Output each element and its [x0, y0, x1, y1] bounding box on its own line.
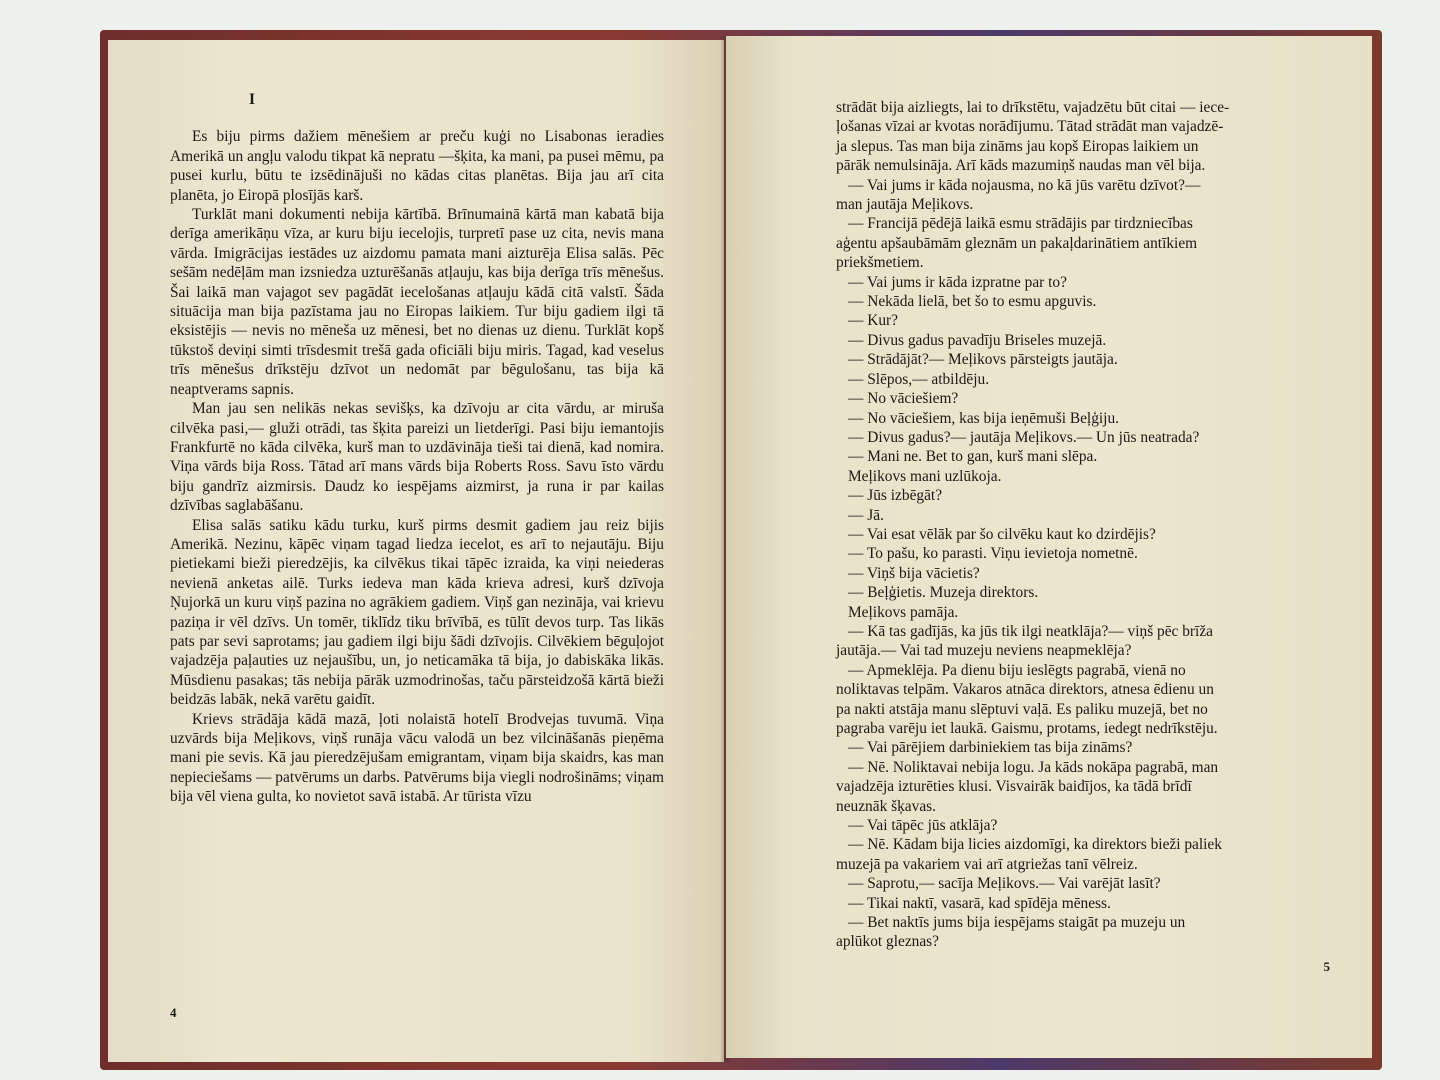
text-line: — Nē. Kādam bija licies aizdomīgi, ka direktors bieži paliek [848, 836, 1222, 854]
text-line: — Kā tas gadījās, ka jūs tik ilgi neatklāja?— viņš pēc brīža [848, 622, 1213, 640]
text-line: ja slepus. Tas man bija zināms jau kopš Eiropas laikiem un [836, 137, 1199, 155]
paragraph: Turklāt mani dokumenti nebija kārtībā. Brīnumainā kārtā man kabatā bija derīga amerikāņu vīza, ar kuru biju iecelojis, turpretī pase uz cita, nevis mana vārda. Imigrācijas iestādes uz aizdomu pamata mani aizturēja Elisa salās. Pēc sešām nedēļām man izsniedza uzturēšanās atļauju, kas bija derīga trīs mēnešus. Šai laikā man vajagot sev pagādāt iecelošanas atļauju kādā citā valstī. Šāda situācija man bija pazīstama jau no Eiropas laikiem. Tur biju gadiem ilgi tā eksistējis — nevis no mēneša uz mēnesi, bet no dienas uz dienu. Turklāt kopš tūkstoš deviņi simti trīsdesmit trešā gada oficiāli biju miris. Tagad, kad veselus trīs mēnešus drīkstēju dzīvot un nedomāt par bēgulošanu, tas bija kā neaptverams sapnis. [170, 206, 664, 398]
left-page-text [170, 127, 664, 806]
text-line: pagraba varēju iet laukā. Gaismu, protams, iedegt nedrīkstēju. [836, 720, 1218, 737]
text-line: — Divus gadus pavadīju Briseles muzejā. [848, 331, 1107, 349]
text-line: neuznāk šķavas. [836, 797, 937, 815]
text-line: man jautāja Meļikovs. [836, 196, 974, 214]
paragraph: Es biju pirms dažiem mēnešiem ar preču kuģi no Lisabonas ieradies Amerikā un angļu valodu tikpat kā nepratu —šķita, ka mani, pa pusei mēmu, pa pusei kurlu, būtu te izsēdinājuši no kādas citas planētas. Bija jau arī cita planēta, jo Eiropā plosījās karš. [170, 128, 664, 204]
text-line: — Vai pārējiem darbiniekiem tas bija zināms? [848, 739, 1133, 757]
left-page [108, 40, 724, 1062]
right-page-text [836, 98, 1296, 952]
text-line: aģentu apšaubāmām gleznām un pakaļdarinātiem antīkiem [836, 234, 1198, 252]
text-line: — Divus gadus?— jautāja Meļikovs.— Un jūs neatrada? [848, 428, 1200, 446]
text-line: — Mani ne. Bet to gan, kurš mani slēpa. [848, 448, 1098, 466]
paragraph: Krievs strādāja kādā mazā, ļoti nolaistā hotelī Brodvejas tuvumā. Viņa uzvārds bija Meļikovs, viņš runāja vācu valodā un bez vilcināšanās pieņēma mani pie sevis. Kā jau pieredzējušam emigrantam, viņam bija skaidrs, kas man nepieciešams — patvērums un darbs. Patvērums bija viegli nodrošināms; viņam bija vēl viena gulta, ko novietot savā istabā. Ar tūrista vīzu [170, 710, 664, 806]
text-line: — Nekāda lielā, bet šo to esmu apguvis. [848, 293, 1097, 311]
text-line: — Kur? [848, 312, 899, 330]
text-line: aplūkot gleznas? [836, 933, 939, 951]
text-line: — Strādājāt?— Meļikovs pārsteigts jautāja. [848, 351, 1118, 369]
text-line: — Jūs izbēgāt? [848, 487, 943, 505]
paragraph: Man jau sen nelikās nekas sevišķs, ka dzīvoju ar cita vārdu, ar miruša cilvēka pasi,— gluži otrādi, tas šķita pareizi un lietderīgi. Pasi biju iemantojis Frankfurtē no kāda cilvēka, kurš man to uzdāvināja tieši tai dienā, kad nomira. Viņa vārds bija Ross. Tātad arī mans vārds bija Roberts Ross. Savu īsto vārdu biju gandrīz aizmirsis. Daudz ko iespējams aizmirst, ja runa ir par kailas dzīvības saglabāšanu. [170, 400, 664, 515]
text-line: — Vai tāpēc jūs atklāja? [848, 817, 998, 835]
text-line: — Slēpos,— atbildēju. [848, 370, 990, 388]
text-line: — Jā. [848, 506, 884, 524]
page-number-left: 4 [170, 1004, 177, 1020]
text-line: — Viņš bija vācietis? [848, 564, 980, 582]
text-line: — Nē. Noliktavai nebija logu. Ja kāds nokāpa pagrabā, man [848, 758, 1219, 776]
chapter-heading: I [249, 91, 255, 108]
text-line: — No vāciešiem? [848, 390, 959, 408]
page-number-right: 5 [1323, 958, 1330, 974]
text-line: jautāja.— Vai tad muzeju neviens neapmeklēja? [836, 642, 1132, 660]
text-line: pārāk nemulsināja. Arī kāds mazumiņš naudas man vēl bija. [836, 157, 1206, 175]
text-line: — Tikai naktī, vasarā, kad spīdēja mēness. [848, 894, 1111, 912]
text-line: priekšmetiem. [836, 254, 924, 272]
text-line: — No vāciešiem, kas bija ieņēmuši Beļģiju. [848, 409, 1119, 427]
text-line: pa nakti atstāja manu slēptuvi vaļā. Es paliku muzejā, bet no [836, 700, 1208, 718]
text-line: — Vai jums ir kāda nojausma, no kā jūs varētu dzīvot?— [848, 176, 1201, 194]
text-line: Meļikovs pamāja. [848, 603, 959, 621]
text-line: muzejā pa vakariem vai arī atgriežas tanī vēlreiz. [836, 855, 1138, 873]
text-line: — Beļģietis. Muzeja direktors. [848, 584, 1039, 602]
text-line: — Francijā pēdējā laikā esmu strādājis par tirdzniecības [848, 215, 1193, 233]
text-line: noliktavas telpām. Vakaros atnāca direktors, atnesa ēdienu un [836, 681, 1214, 699]
text-line: — Bet naktīs jums bija iespējams staigāt pa muzeju un [848, 914, 1186, 932]
paragraph: Elisa salās satiku kādu turku, kurš pirms desmit gadiem jau reiz bijis Amerikā. Nezinu, kāpēc viņam tagad liedza iecelot, es arī to nejautāju. Biju pietiekami bieži pieredzējis, ka cilvēkus tikai tāpēc izraida, ka viņi neiederas nevienā anketas ailē. Turks iedeva man kāda krieva adresi, kurš dzīvoja Ņujorkā un kuru viņš pazina no agrākiem gadiem. Viņš gan nezināja, vai krievu paziņa ir vēl dzīvs. Un tomēr, tiklīdz tiku brīvībā, es tūlīt devos turp. Tas likās pats par sevi saprotams; jau gadiem ilgi biju šādi dzīvojis. Cilvēkiem bēguļojot vajadzēja paļauties uz nejaušību, un, jo neticamāka tā bija, jo dabiskāka likās. Mūsdienu pasakas; tās nebija pārāk uzmodrinošas, taču pārsteidzošā kārtā bieži beidzās labāk, nekā varētu gaidīt. [170, 516, 664, 709]
text-line: Meļikovs mani uzlūkoja. [848, 467, 1002, 485]
text-line: strādāt bija aizliegts, lai to drīkstētu, vajadzētu būt citai — iece- [836, 99, 1230, 116]
text-line: vajadzēja izturēties klusi. Visvairāk baidījos, ka tādā brīdī [836, 778, 1192, 796]
text-line: — Vai esat vēlāk par šo cilvēku kaut ko dzirdējis? [848, 525, 1156, 543]
text-line: — To pašu, ko parasti. Viņu ievietoja nometnē. [848, 545, 1138, 563]
right-page [726, 36, 1372, 1058]
text-line: — Saprotu,— sacīja Meļikovs.— Vai varējāt lasīt? [848, 875, 1161, 893]
text-line: — Vai jums ir kāda izpratne par to? [848, 273, 1067, 291]
text-line: ļošanas vīzai ar kvotas norādījumu. Tātad strādāt man vajadzē- [836, 118, 1224, 136]
text-line: — Apmeklēja. Pa dienu biju ieslēgts pagrabā, vienā no [848, 661, 1186, 679]
